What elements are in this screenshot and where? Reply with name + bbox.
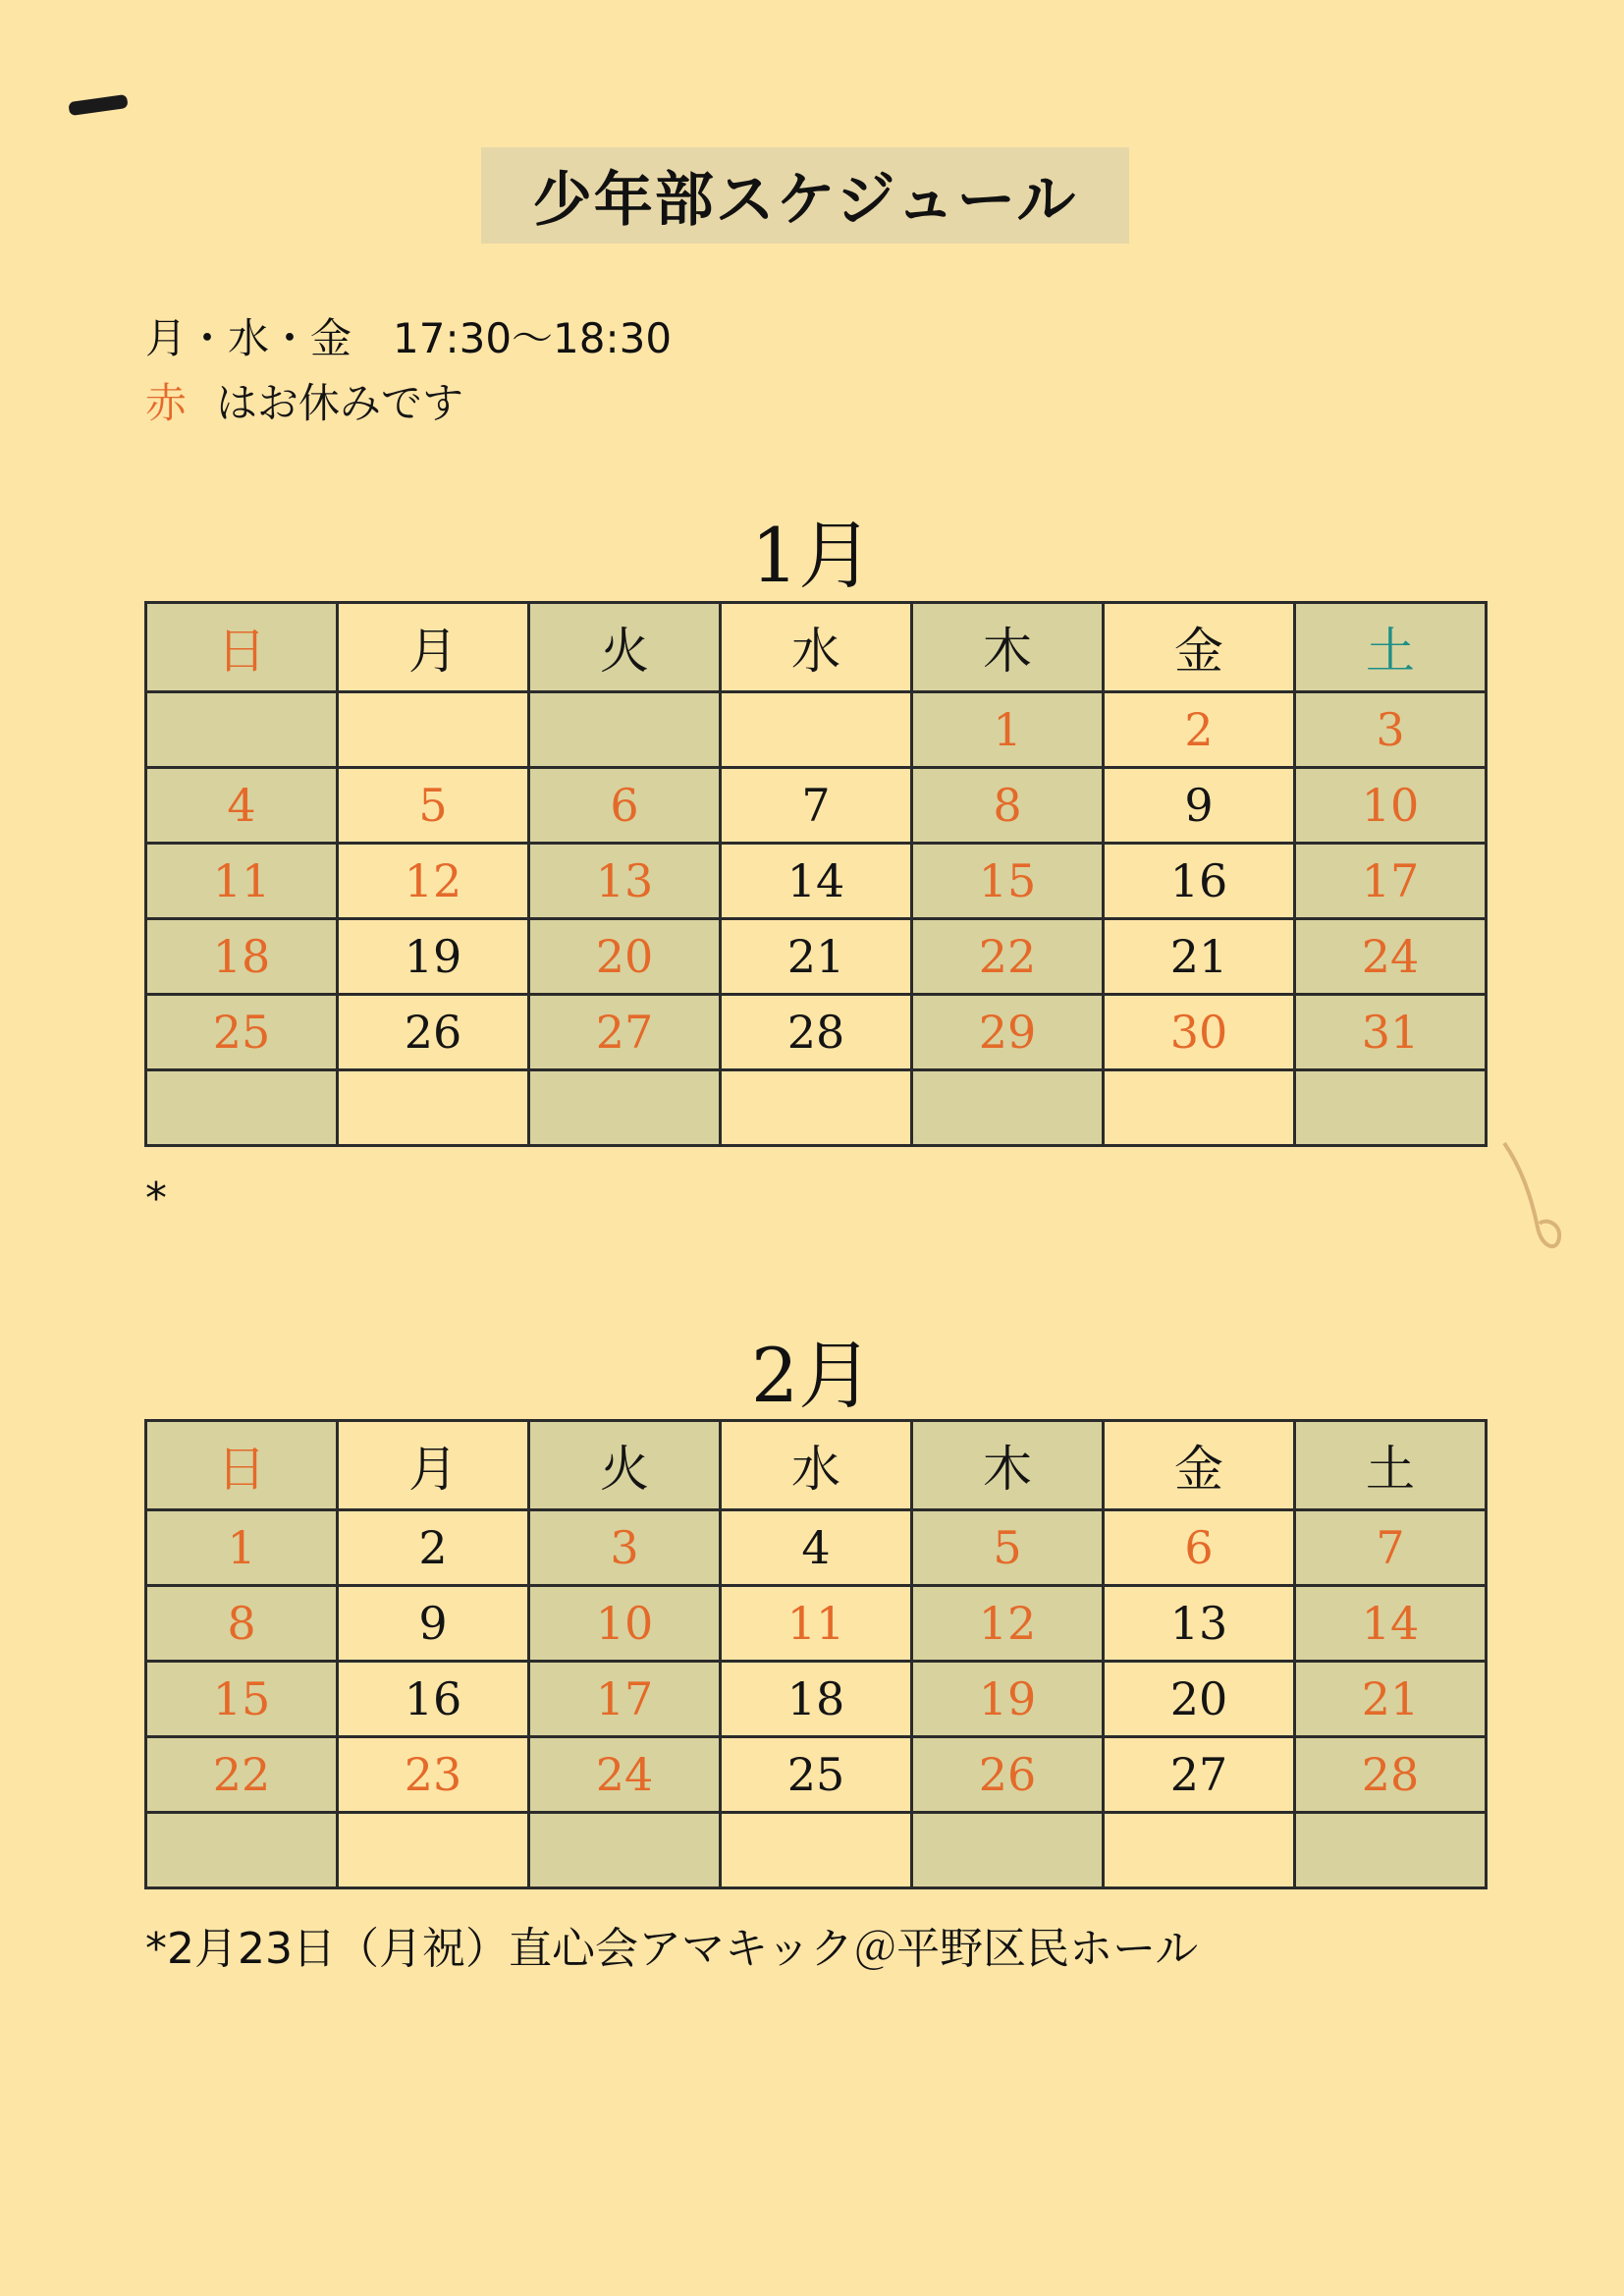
holiday-legend bbox=[145, 371, 463, 430]
day-cell: 6 bbox=[529, 768, 721, 844]
week-row bbox=[146, 692, 1487, 768]
practice-hours: 月・水・金 17:30〜18:30 bbox=[145, 314, 673, 362]
day-cell bbox=[338, 692, 529, 768]
weekday-header: 土 bbox=[1295, 1421, 1487, 1510]
january-title: 1月 bbox=[750, 512, 874, 599]
day-cell: 18 bbox=[146, 919, 338, 995]
day-cell: 21 bbox=[721, 919, 912, 995]
week-row bbox=[146, 1070, 1487, 1146]
day-cell: 8 bbox=[146, 1586, 338, 1662]
day-cell: 21 bbox=[1295, 1662, 1487, 1737]
day-cell: 10 bbox=[529, 1586, 721, 1662]
day-cell: 31 bbox=[1295, 995, 1487, 1070]
day-cell: 19 bbox=[912, 1662, 1104, 1737]
day-cell: 11 bbox=[146, 844, 338, 919]
weekday-header-row bbox=[146, 603, 1487, 692]
day-cell: 1 bbox=[146, 1510, 338, 1586]
day-cell: 17 bbox=[529, 1662, 721, 1737]
day-cell: 25 bbox=[721, 1737, 912, 1813]
paper-stain bbox=[1502, 1139, 1561, 1257]
day-cell bbox=[721, 1070, 912, 1146]
day-cell: 30 bbox=[1104, 995, 1295, 1070]
day-cell: 10 bbox=[1295, 768, 1487, 844]
day-cell: 29 bbox=[912, 995, 1104, 1070]
day-cell bbox=[529, 1070, 721, 1146]
weekday-header: 月 bbox=[338, 1421, 529, 1510]
day-cell: 28 bbox=[1295, 1737, 1487, 1813]
day-cell bbox=[338, 1070, 529, 1146]
weekday-header: 水 bbox=[721, 603, 912, 692]
day-cell bbox=[146, 1070, 338, 1146]
day-cell: 20 bbox=[529, 919, 721, 995]
weekday-header: 金 bbox=[1104, 603, 1295, 692]
day-cell: 27 bbox=[529, 995, 721, 1070]
day-cell: 9 bbox=[1104, 768, 1295, 844]
january-note: * bbox=[145, 1174, 167, 1224]
holiday-legend-marker: 赤 bbox=[145, 379, 188, 427]
weekday-header: 月 bbox=[338, 603, 529, 692]
day-cell: 25 bbox=[146, 995, 338, 1070]
day-cell: 14 bbox=[1295, 1586, 1487, 1662]
weekday-header: 日 bbox=[146, 603, 338, 692]
day-cell: 24 bbox=[1295, 919, 1487, 995]
weekday-header-row bbox=[146, 1421, 1487, 1510]
weekday-header: 金 bbox=[1104, 1421, 1295, 1510]
day-cell: 12 bbox=[912, 1586, 1104, 1662]
day-cell bbox=[721, 692, 912, 768]
weekday-header: 水 bbox=[721, 1421, 912, 1510]
week-row bbox=[146, 1813, 1487, 1888]
day-cell: 27 bbox=[1104, 1737, 1295, 1813]
weekday-header: 日 bbox=[146, 1421, 338, 1510]
day-cell: 13 bbox=[529, 844, 721, 919]
day-cell: 2 bbox=[1104, 692, 1295, 768]
day-cell bbox=[146, 1813, 338, 1888]
weekday-header: 木 bbox=[912, 603, 1104, 692]
day-cell: 16 bbox=[1104, 844, 1295, 919]
day-cell: 17 bbox=[1295, 844, 1487, 919]
day-cell: 5 bbox=[338, 768, 529, 844]
week-row bbox=[146, 995, 1487, 1070]
day-cell: 26 bbox=[912, 1737, 1104, 1813]
day-cell: 11 bbox=[721, 1586, 912, 1662]
day-cell: 5 bbox=[912, 1510, 1104, 1586]
ink-mark bbox=[68, 94, 128, 116]
day-cell bbox=[912, 1070, 1104, 1146]
week-row bbox=[146, 1510, 1487, 1586]
day-cell: 19 bbox=[338, 919, 529, 995]
day-cell: 8 bbox=[912, 768, 1104, 844]
day-cell: 14 bbox=[721, 844, 912, 919]
day-cell bbox=[912, 1813, 1104, 1888]
weekday-header: 木 bbox=[912, 1421, 1104, 1510]
day-cell: 7 bbox=[1295, 1510, 1487, 1586]
day-cell: 9 bbox=[338, 1586, 529, 1662]
week-row bbox=[146, 844, 1487, 919]
day-cell: 20 bbox=[1104, 1662, 1295, 1737]
day-cell bbox=[721, 1813, 912, 1888]
weekday-header: 火 bbox=[529, 1421, 721, 1510]
day-cell: 15 bbox=[912, 844, 1104, 919]
week-row bbox=[146, 1737, 1487, 1813]
day-cell: 23 bbox=[338, 1737, 529, 1813]
day-cell: 3 bbox=[1295, 692, 1487, 768]
week-row bbox=[146, 1586, 1487, 1662]
day-cell: 22 bbox=[912, 919, 1104, 995]
weekday-header: 土 bbox=[1295, 603, 1487, 692]
february-title: 2月 bbox=[750, 1332, 874, 1419]
day-cell: 21 bbox=[1104, 919, 1295, 995]
holiday-legend-text: はお休みです bbox=[216, 379, 464, 427]
day-cell: 6 bbox=[1104, 1510, 1295, 1586]
day-cell: 16 bbox=[338, 1662, 529, 1737]
day-cell: 4 bbox=[146, 768, 338, 844]
day-cell bbox=[1295, 1813, 1487, 1888]
day-cell: 18 bbox=[721, 1662, 912, 1737]
week-row bbox=[146, 768, 1487, 844]
day-cell: 26 bbox=[338, 995, 529, 1070]
day-cell: 4 bbox=[721, 1510, 912, 1586]
day-cell: 15 bbox=[146, 1662, 338, 1737]
february-calendar bbox=[144, 1419, 1488, 1889]
day-cell: 7 bbox=[721, 768, 912, 844]
day-cell: 13 bbox=[1104, 1586, 1295, 1662]
day-cell bbox=[1104, 1813, 1295, 1888]
day-cell: 3 bbox=[529, 1510, 721, 1586]
day-cell bbox=[146, 692, 338, 768]
day-cell: 12 bbox=[338, 844, 529, 919]
day-cell bbox=[529, 1813, 721, 1888]
day-cell: 22 bbox=[146, 1737, 338, 1813]
day-cell: 24 bbox=[529, 1737, 721, 1813]
week-row bbox=[146, 1662, 1487, 1737]
day-cell bbox=[338, 1813, 529, 1888]
day-cell bbox=[529, 692, 721, 768]
february-note: *2月23日（月祝）直心会アマキック＠平野区民ホール bbox=[145, 1924, 1199, 1974]
day-cell: 2 bbox=[338, 1510, 529, 1586]
day-cell bbox=[1295, 1070, 1487, 1146]
day-cell: 1 bbox=[912, 692, 1104, 768]
weekday-header: 火 bbox=[529, 603, 721, 692]
day-cell: 28 bbox=[721, 995, 912, 1070]
day-cell bbox=[1104, 1070, 1295, 1146]
week-row bbox=[146, 919, 1487, 995]
january-calendar bbox=[144, 601, 1488, 1147]
page-title: 少年部スケジュール bbox=[481, 147, 1129, 244]
